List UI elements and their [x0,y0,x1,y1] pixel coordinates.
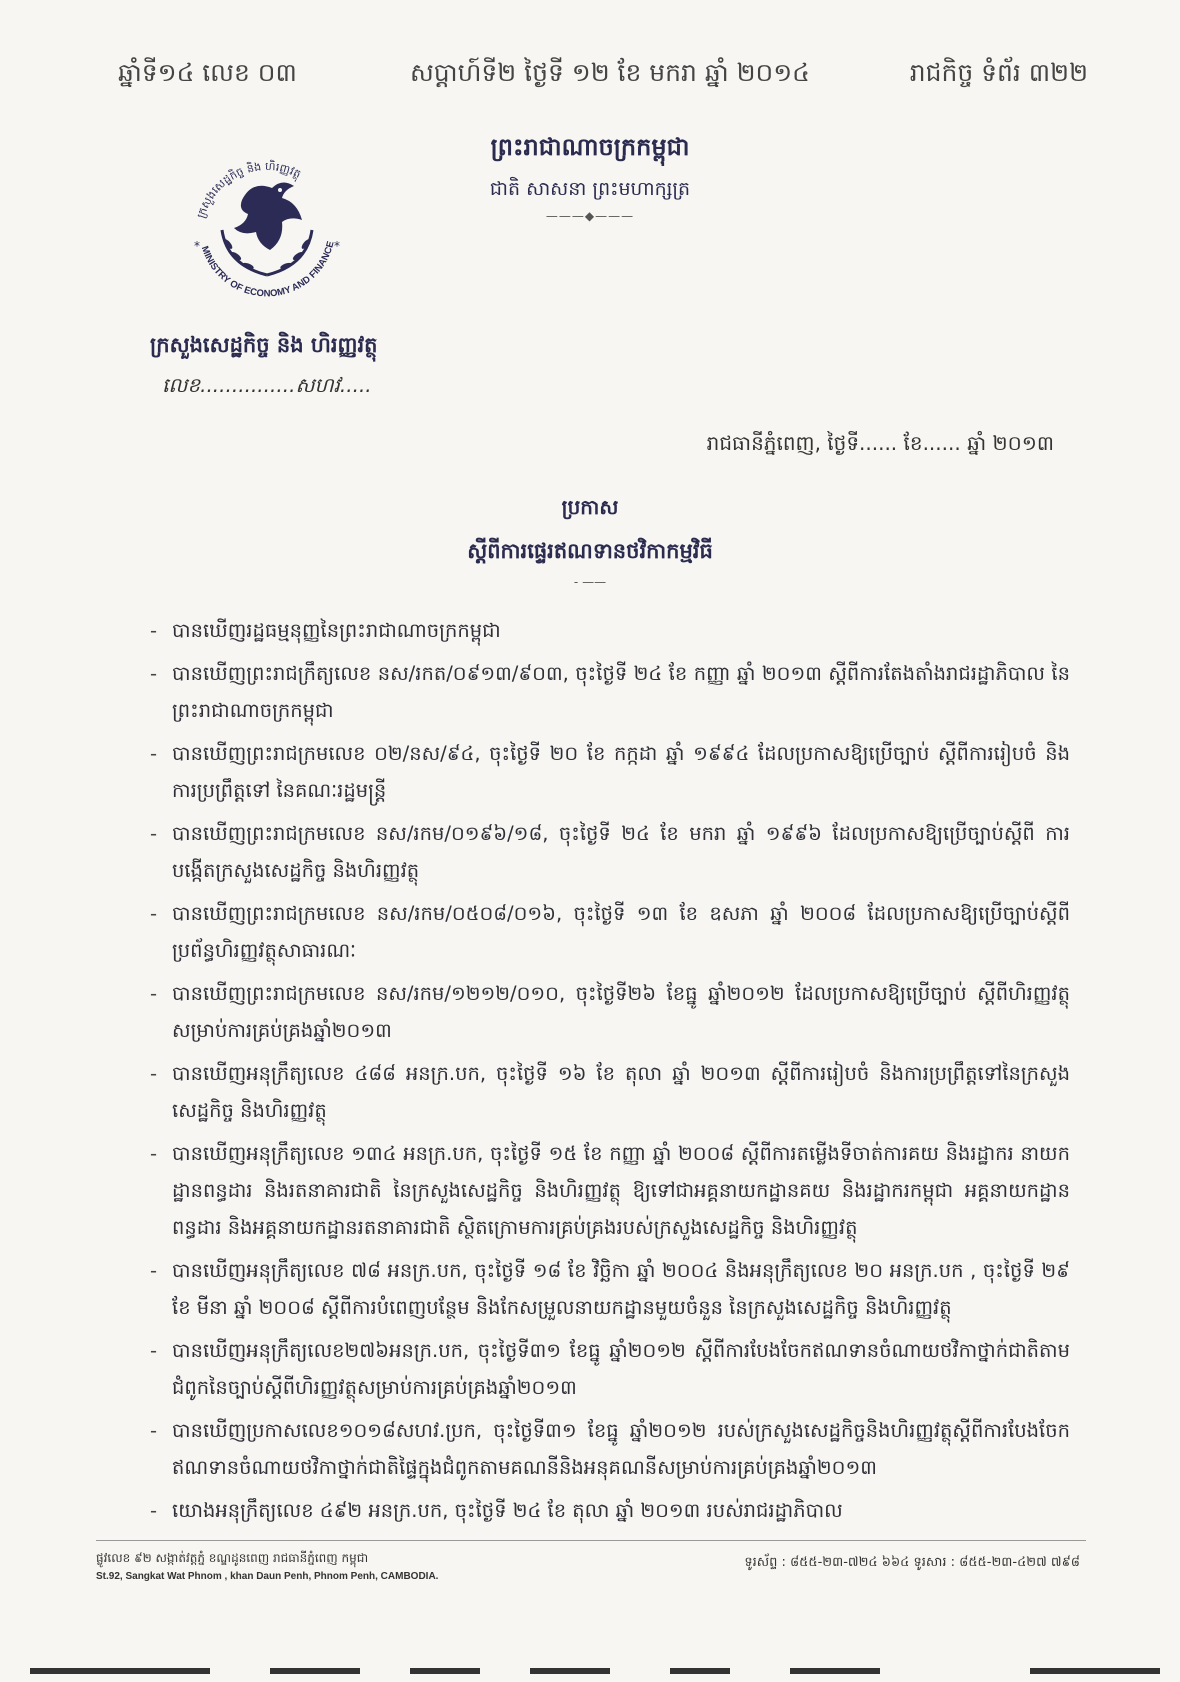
address-khmer: ផ្លូវលេខ ៩២ សង្កាត់វត្តភ្នំ ខណ្ឌដូនពេញ រាជធានីភ្នំពេញ កម្ពុជា [96,1551,369,1565]
header-page: រាជកិច្ច ទំព័រ ៣២២ [909,58,1088,87]
list-item: - បានឃើញព្រះរាជក្រមលេខ នស/រកម/១២១២/០១០, ចុះថ្ងៃទី២៦ ខែធ្នូ ឆ្នាំ២០១២ ដែលប្រកាសឱ្យប្រើច្បាប់ ស្តីពីហិរញ្ញវត្ថុសម្រាប់ការគ្រប់គ្រងឆ្នាំ២០១៣ [150,975,1070,1049]
list-item: - បានឃើញព្រះរាជក្រមលេខ នស/រកម/០៥០៨/០១៦, ចុះថ្ងៃទី ១៣ ខែ ឧសភា ឆ្នាំ ២០០៨ ដែលប្រកាសឱ្យប្រើច្បាប់ស្តីពីប្រព័ន្ធហិរញ្ញវត្ថុសាធារណៈ [150,895,1070,969]
kingdom-heading [440,132,740,223]
document-type: ប្រកាស [561,495,619,519]
svg-text:*: * [334,239,340,253]
svg-text:*: * [194,239,200,253]
list-item: - បានឃើញអនុក្រឹត្យលេខ ៧៨ អនក្រ.បក, ចុះថ្ងៃទី ១៨ ខែ វិច្ឆិកា ឆ្នាំ ២០០៤ និងអនុក្រឹត្យលេខ ២០ អនក្រ.បក , ចុះថ្ងៃទី ២៩ ខែ មីនា ឆ្នាំ ២០០៨ ស្តីពីការបំពេញបន្ថែម និងកែសម្រួលនាយកដ្ឋានមួយចំនួន នៃក្រសួងសេដ្ឋកិច្ច និងហិរញ្ញវត្ថុ [150,1252,1070,1326]
list-item: - បានឃើញព្រះរាជក្រឹត្យលេខ នស/រកត/០៩១៣/៩០៣, ចុះថ្ងៃទី ២៤ ខែ កញ្ញា ឆ្នាំ ២០១៣ ស្តីពីការតែងតាំងរាជរដ្ឋាភិបាល នៃព្រះរាជាណាចក្រកម្ពុជា [150,655,1070,729]
title-divider: - —— [573,575,607,589]
list-item: - យោងអនុក្រឹត្យលេខ ៤៩២ អនក្រ.បក, ចុះថ្ងៃទី ២៤ ខែ តុលា ឆ្នាំ ២០១៣ របស់រាជរដ្ឋាភិបាល [150,1492,1070,1529]
place-and-date: រាជធានីភ្នំពេញ, ថ្ងៃទី...... ខែ...... ឆ្នាំ ២០១៣ [706,431,1054,455]
ministry-seal-bird-icon [172,140,362,310]
address-english: St.92, Sangkat Wat Phnom , khan Daun Penh, Phnom Penh, CAMBODIA. [96,1571,439,1582]
footer-contact: ទូរស័ព្ទ : ៨៥៥-២៣-៧២៤ ៦៦៤ ទូរសារ : ៨៥៥-២៣-៤២៧ ៧៩៨ [744,1555,1080,1570]
ornament-divider: ———◆——— [545,209,635,223]
document-subject: ស្តីពីការផ្ទេរឥណទានថវិកាកម្មវិធី [467,539,713,563]
ministry-name: ក្រសួងសេដ្ឋកិច្ច និង ហិរញ្ញវត្ថុ [150,333,378,357]
kingdom-motto: ជាតិ សាសនា ព្រះមហាក្សត្រ [489,178,691,200]
list-item: - បានឃើញអនុក្រឹត្យលេខ២៧៦អនក្រ.បក, ចុះថ្ងៃទី៣១ ខែធ្នូ ឆ្នាំ២០១២ ស្តីពីការបែងចែកឥណទានចំណាយថវិកាថ្នាក់ជាតិតាមជំពូកនៃច្បាប់ស្តីពីហិរញ្ញវត្ថុសម្រាប់ការគ្រប់គ្រងឆ្នាំ២០១៣ [150,1332,1070,1406]
header-issue: ឆ្នាំទី១៤ លេខ ០៣ [118,58,297,87]
kingdom-name: ព្រះរាជាណាចក្រកម្ពុជា [490,133,690,161]
reference-number: លេខ...............សហវ..... [162,373,372,397]
running-header [0,58,1180,98]
document-title [0,494,1180,589]
footer-address [96,1550,438,1582]
legal-basis-list [150,612,1070,1535]
svg-text:MINISTRY OF ECONOMY AND FINANC: MINISTRY OF ECONOMY AND FINANCE [198,240,337,300]
list-item: - បានឃើញអនុក្រឹត្យលេខ ៤៨៨ អនក្រ.បក, ចុះថ្ងៃទី ១៦ ខែ តុលា ឆ្នាំ ២០១៣ ស្តីពីការរៀបចំ និងការប្រព្រឹត្តទៅនៃក្រសួងសេដ្ឋកិច្ច និងហិរញ្ញវត្ថុ [150,1055,1070,1129]
scan-edge-marks [30,1668,1160,1674]
list-item: - បានឃើញព្រះរាជក្រមលេខ នស/រកម/០១៩៦/១៨, ចុះថ្ងៃទី ២៤ ខែ មករា ឆ្នាំ ១៩៩៦ ដែលប្រកាសឱ្យប្រើច្បាប់ស្តីពី ការបង្កើតក្រសួងសេដ្ឋកិច្ច និងហិរញ្ញវត្ថុ [150,815,1070,889]
header-date: សប្តាហ៍ទី២ ថ្ងៃទី ១២ ខែ មករា ឆ្នាំ ២០១៤ [410,58,810,87]
list-item: - បានឃើញរដ្ឋធម្មនុញ្ញនៃព្រះរាជាណាចក្រកម្ពុជា [150,612,1070,649]
footer-divider [96,1540,1086,1541]
svg-text:ក្រសួងសេដ្ឋកិច្ច និង ហិរញ្ញវត្: ក្រសួងសេដ្ឋកិច្ច និង ហិរញ្ញវត្ថុ [194,159,303,220]
list-item: - បានឃើញប្រកាសលេខ១០១៨សហវ.ប្រក, ចុះថ្ងៃទី៣១ ខែធ្នូ ឆ្នាំ២០១២ របស់ក្រសួងសេដ្ឋកិច្ចនិងហិរញ្ញវត្ថុស្តីពីការបែងចែកឥណទានចំណាយថវិកាថ្នាក់ជាតិផ្ទៃក្នុងជំពូកតាមគណនីនិងអនុគណនីសម្រាប់ការគ្រប់គ្រងឆ្នាំ២០១៣ [150,1412,1070,1486]
list-item: - បានឃើញព្រះរាជក្រមលេខ ០២/នស/៩៤, ចុះថ្ងៃទី ២០ ខែ កក្កដា ឆ្នាំ ១៩៩៤ ដែលប្រកាសឱ្យប្រើច្បាប់ ស្តីពីការរៀបចំ និងការប្រព្រឹត្តទៅ នៃគណៈរដ្ឋមន្ត្រី [150,735,1070,809]
list-item: - បានឃើញអនុក្រឹត្យលេខ ១៣៤ អនក្រ.បក, ចុះថ្ងៃទី ១៥ ខែ កញ្ញា ឆ្នាំ ២០០៨ ស្តីពីការតម្លើងទីចាត់ការគយ និងរដ្ឋាករ នាយកដ្ឋានពន្ធដារ និងរតនាគារជាតិ នៃក្រសួងសេដ្ឋកិច្ច និងហិរញ្ញវត្ថុ ឱ្យទៅជាអគ្គនាយកដ្ឋានគយ និងរដ្ឋាករកម្ពុជា អគ្គនាយកដ្ឋានពន្ធដារ និងអគ្គនាយកដ្ឋានរតនាគារជាតិ ស្ថិតក្រោមការគ្រប់គ្រងរបស់ក្រសួងសេដ្ឋកិច្ច និងហិរញ្ញវត្ថុ [150,1135,1070,1246]
